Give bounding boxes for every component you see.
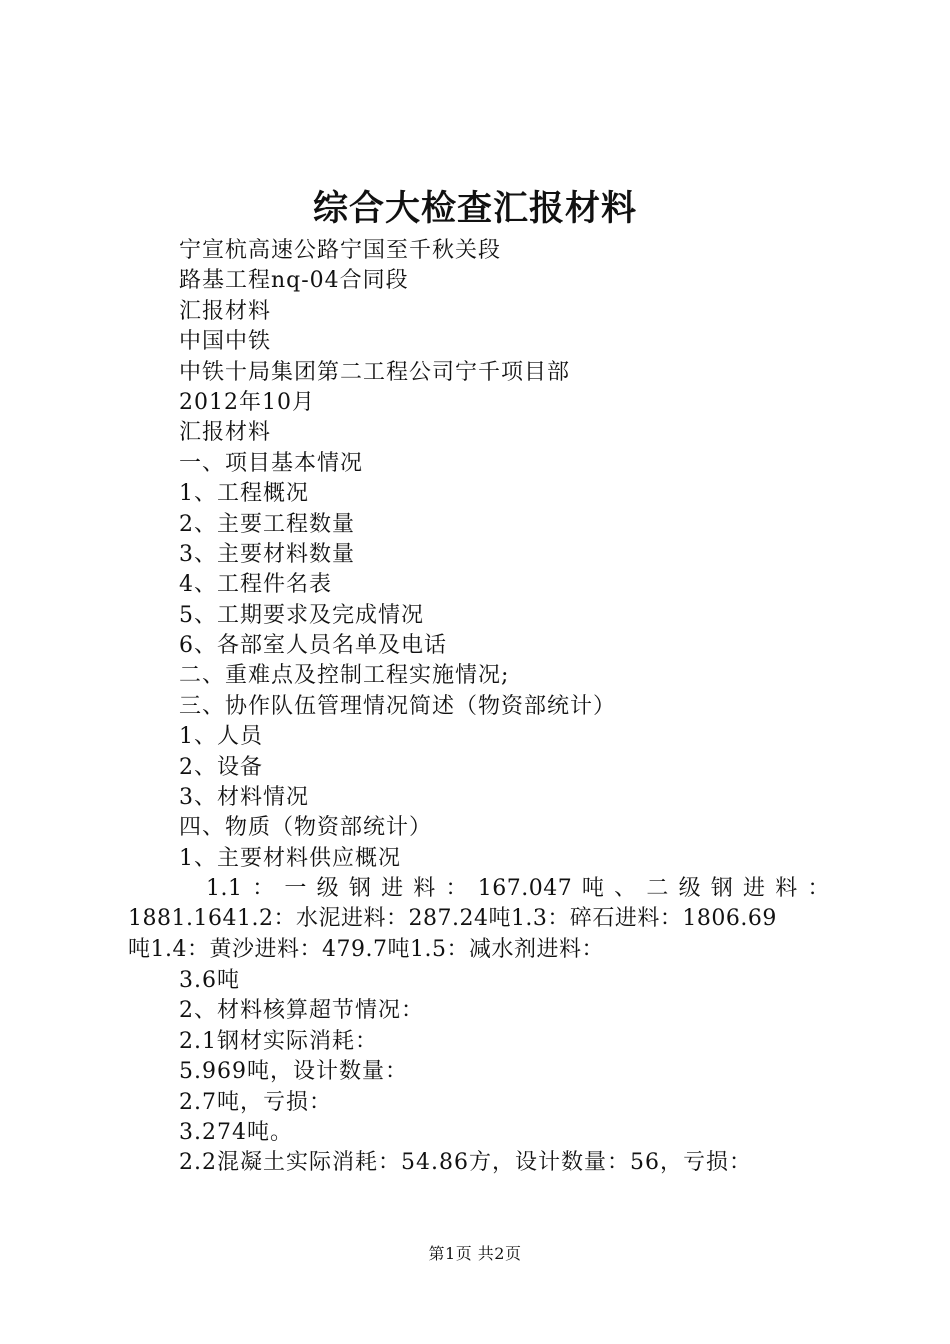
paragraph-line-1-part: 料 (775, 876, 798, 901)
body-bottom-line: 2、材料核算超节情况： (179, 998, 424, 1024)
body-top-line: 宁宣杭高速公路宁国至千秋关段 (179, 238, 502, 263)
paragraph-line-1-part: 二 (646, 876, 669, 901)
body-top-line: 中铁十局集团第二工程公司宁千项目部 (179, 359, 571, 385)
paragraph-line-1-part: 进 (743, 876, 766, 901)
body-top-line: 3、主要材料数量 (179, 541, 355, 567)
body-top-line: 四、物质（物资部统计） (179, 815, 433, 841)
body-bottom-line: 2.1钢材实际消耗： (179, 1028, 378, 1054)
paragraph-line-1-part: 钢 (710, 876, 734, 901)
body-top-line: 一、项目基本情况 (179, 450, 364, 476)
body-top-line: 5、工期要求及完成情况 (179, 602, 424, 628)
paragraph-line-3: 吨1.4：黄沙进料：479.7吨1.5：减水剂进料： (128, 936, 604, 962)
body-top-line: 1、工程概况 (179, 481, 309, 507)
body-top-line: 2012年10月 (179, 389, 315, 415)
document-title: 综合大检查汇报材料 (312, 188, 637, 229)
paragraph-line-1 (128, 874, 830, 904)
paragraph-line-1-part: 钢 (348, 876, 372, 901)
body-top-line: 汇报材料 (179, 420, 272, 446)
body-bottom-line: 3.6吨 (179, 968, 240, 993)
paragraph-line-1-part: ： (445, 876, 469, 901)
body-top-line: 2、设备 (179, 754, 263, 780)
paragraph-line-1-part: 级 (678, 876, 702, 901)
body-top-line: 6、各部室人员名单及电话 (179, 633, 447, 659)
document-body-top (179, 236, 859, 874)
body-bottom-line: 5.969吨，设计数量： (179, 1059, 408, 1085)
page-footer: 第1页 共2页 (428, 1244, 522, 1263)
body-top-line: 中国中铁 (179, 329, 272, 355)
paragraph-line-2: 1881.1641.2：水泥进料：287.24吨1.3：碎石进料：1806.69 (128, 906, 777, 932)
paragraph-line-1-part: 167.047 (477, 876, 573, 901)
body-top-line: 二、重难点及控制工程实施情况; (179, 663, 510, 689)
paragraph-line-1-part: 料 (413, 876, 436, 901)
paragraph-line-1-part: ： (252, 876, 275, 901)
body-top-line: 路基工程nq-04合同段 (179, 268, 409, 294)
body-top-line: 1、主要材料供应概况 (179, 845, 401, 871)
materials-paragraph (128, 874, 838, 965)
body-top-line: 汇报材料 (179, 298, 272, 324)
paragraph-line-1-part: 1.1 (206, 876, 243, 901)
body-top-line: 3、材料情况 (179, 785, 309, 811)
body-bottom-line: 2.2混凝土实际消耗：54.86方，设计数量：56，亏损： (179, 1150, 752, 1176)
body-top-line: 三、协作队伍管理情况简述（物资部统计） (179, 693, 617, 719)
body-bottom-line: 2.7吨，亏损： (179, 1089, 332, 1115)
paragraph-line-1-part: ： (807, 876, 830, 901)
paragraph-line-1-part: 吨 (581, 876, 605, 901)
document-body-bottom (179, 966, 859, 1179)
body-top-line: 2、主要工程数量 (179, 511, 355, 537)
paragraph-line-1-part: 进 (381, 876, 404, 901)
paragraph-line-1-part: 一 (284, 876, 307, 901)
body-top-line: 4、工程件名表 (179, 572, 332, 598)
body-top-line: 1、人员 (179, 724, 263, 750)
paragraph-line-1-part: 、 (614, 876, 637, 901)
paragraph-line-1-part: 级 (316, 876, 340, 901)
body-bottom-line: 3.274吨。 (179, 1119, 293, 1145)
